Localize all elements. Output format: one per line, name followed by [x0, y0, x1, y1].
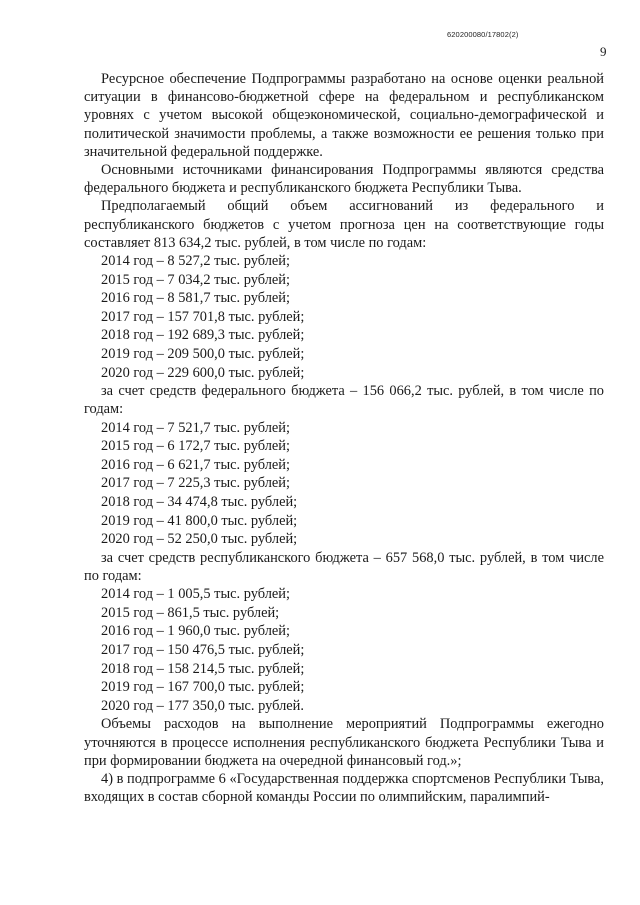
- list-item: 2018 год – 34 474,8 тыс. рублей;: [101, 493, 298, 510]
- list-item: 2016 год – 8 581,7 тыс. рублей;: [101, 290, 290, 307]
- list-item: 2015 год – 7 034,2 тыс. рублей;: [101, 271, 290, 288]
- list-item: 2014 год – 7 521,7 тыс. рублей;: [101, 419, 290, 436]
- list-item: 2015 год – 6 172,7 тыс. рублей;: [101, 438, 290, 455]
- total-by-year-list: [84, 252, 604, 382]
- list-item: 2016 год – 6 621,7 тыс. рублей;: [101, 456, 290, 473]
- list-item: 2016 год – 1 960,0 тыс. рублей;: [101, 623, 290, 640]
- list-item: 2017 год – 150 476,5 тыс. рублей;: [101, 641, 305, 658]
- list-item: 2017 год – 7 225,3 тыс. рублей;: [101, 475, 290, 492]
- page-number: 9: [600, 44, 607, 59]
- list-item: 2019 год – 41 800,0 тыс. рублей;: [101, 512, 298, 529]
- list-item: 2020 год – 52 250,0 тыс. рублей;: [101, 531, 298, 548]
- federal-by-year-list: [84, 419, 604, 549]
- list-item: 2020 год – 177 350,0 тыс. рублей.: [101, 697, 304, 714]
- list-item: 2018 год – 192 689,3 тыс. рублей;: [101, 327, 305, 344]
- paragraph-republic: за счет средств республиканского бюджета – 657 568,0 тыс. рублей, в том числе по годам:: [84, 549, 604, 584]
- list-item: 2019 год – 167 700,0 тыс. рублей;: [101, 679, 305, 696]
- list-item: 2014 год – 8 527,2 тыс. рублей;: [101, 253, 290, 270]
- document-body: [84, 70, 604, 806]
- paragraph-federal: за счет средств федерального бюджета – 156 066,2 тыс. рублей, в том числе по годам:: [84, 383, 604, 418]
- list-item: 2014 год – 1 005,5 тыс. рублей;: [101, 586, 290, 603]
- list-item: 2015 год – 861,5 тыс. рублей;: [101, 604, 280, 621]
- paragraph-item-4: 4) в подпрограмме 6 «Государственная поддержка спортсменов Республики Тыва, входящих в состав сборной команды России по олимпийским, паралимпий-: [84, 770, 604, 806]
- list-item: 2018 год – 158 214,5 тыс. рублей;: [101, 660, 305, 677]
- document-id: 620200080/17802(2): [447, 30, 519, 39]
- paragraph-resource: Ресурсное обеспечение Подпрограммы разработано на основе оценки реальной ситуации в финансово-бюджетной сфере на федеральном и республиканском уровнях с учетом высокой общеэкономической, социально-демографической и политической значимости проблемы, а также возможности ее решения только при значительной федеральной поддержке.: [84, 71, 604, 160]
- paragraph-total: Предполагаемый общий объем ассигнований из федерального и республиканского бюджетов с учетом прогноза цен на соответствующие годы составляет 813 634,2 тыс. рублей, в том числе по годам:: [84, 198, 604, 251]
- paragraph-volumes: Объемы расходов на выполнение мероприятий Подпрограммы ежегодно уточняются в процессе исполнения республиканского бюджета Республики Тыва и при формировании бюджета на очередной финансовый год.»;: [84, 716, 604, 769]
- list-item: 2020 год – 229 600,0 тыс. рублей;: [101, 364, 305, 381]
- paragraph-sources: Основными источниками финансирования Подпрограммы являются средства федерального бюджета и республиканского бюджета Республики Тыва.: [84, 162, 604, 197]
- list-item: 2017 год – 157 701,8 тыс. рублей;: [101, 308, 305, 325]
- list-item: 2019 год – 209 500,0 тыс. рублей;: [101, 346, 305, 362]
- republic-by-year-list: [84, 585, 604, 715]
